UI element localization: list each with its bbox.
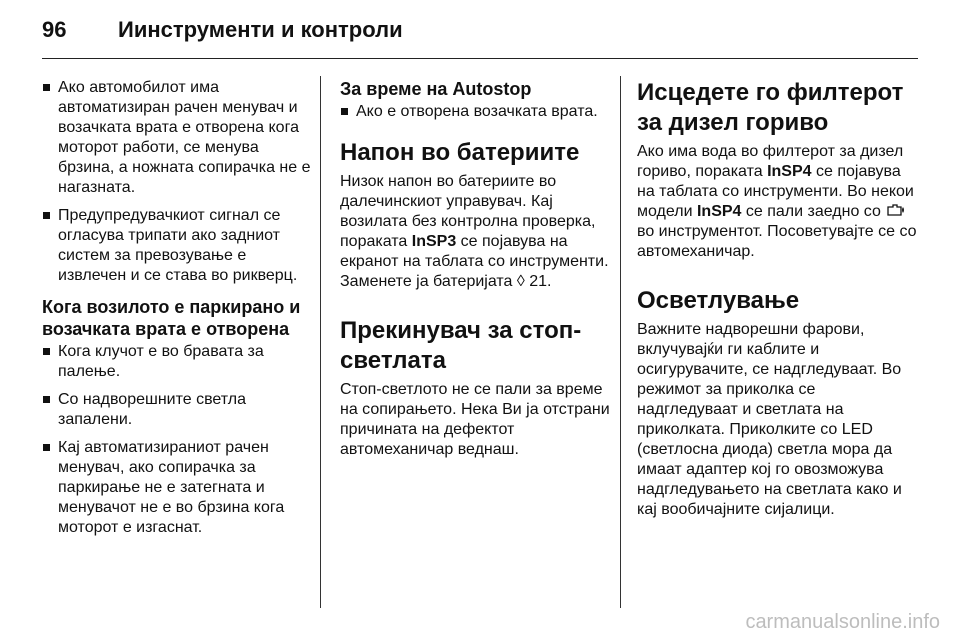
section-heading-autostop: За време на Autostop [340,79,532,99]
column-divider-1 [320,76,321,608]
section-heading-parked: Кога возилото е паркирано и возачката врата е отворена [42,297,301,339]
section-heading-fuel-filter: Исцедете го филтерот за дизел гориво [637,79,904,136]
text-run: се појавува на екранот на таблата со инструменти. Заменете ја батеријата [340,233,609,290]
text-run: Низок напон во батериите во далечинскиот управувач. Кај возилата без контролна проверка, пораката [340,173,596,250]
page-reference: 21. [524,273,552,290]
section-heading-battery: Напон во батериите [340,139,580,166]
column-divider-2 [620,76,621,608]
fuel-filter-paragraph [637,142,919,262]
text-run: се појавува на таблата со инструменти. Во некои модели [637,163,914,220]
section-heading-brake-switch: Прекинувач за стоп-светлата [340,317,582,374]
watermark: carmanualsonline.info [745,611,940,633]
list-item: Кај автоматизираниот рачен менувач, ако сопирачка за паркирање не е затегната и менувачот не е во брзина кога моторот е изгаснат. [42,438,312,538]
column-3 [637,78,919,520]
message-code-insp4: InSP4 [767,163,812,180]
list-item: Предупредувачкиот сигнал се огласува трипати ако задниот систем за превозување е извлечен и се става во рикверц. [42,206,312,286]
page-number: 96 [42,17,67,42]
battery-paragraph [340,172,610,292]
section-heading-lighting: Осветлување [637,287,800,314]
list-item: Со надворешните светла запалени. [42,390,312,430]
header-rule [42,58,918,59]
lighting-paragraph: Важните надворешни фарови, вклучувајќи ги каблите и осигурувачите, се надгледуваат. Во режимот за приколка се надгледуваат и светлата на приколката. Приколките со LED (светлосна диода) светла мора да имаат адаптер кој го овозможува надгледувањето на светлата како и кај вообичајните сијалици. [637,321,902,518]
bullet-list-2 [42,342,312,538]
list-item: Кога клучот е во бравата за палење. [42,342,312,382]
message-code-insp4: InSP4 [696,203,742,220]
bullet-list-1 [42,78,312,286]
message-code-insp3: InSP3 [411,233,457,250]
text-run: се пали заедно со [741,203,886,220]
text-run: во инструментот. Посоветувајте се со автомеханичар. [637,223,917,260]
text-run: Ако има вода во филтерот за дизел гориво, пораката [637,143,904,180]
page-reference-icon: ◊ [516,273,525,290]
list-item: Ако автомобилот има автоматизиран рачен менувач и возачката врата е отворена кога моторот работи, се менува брзина, а ножната сопирачка не е нагазната. [42,78,312,198]
column-1 [42,78,312,546]
brake-paragraph: Стоп-светлото не се пали за време на сопирањето. Нека Ви ја отстрани причината на дефектот автомеханичар веднаш. [340,381,610,458]
list-item: Ако е отворена возачката врата. [340,102,610,122]
page-header [42,16,403,44]
page-title: Иинструменти и контроли [118,17,403,42]
fuel-filter-warning-icon [885,204,907,218]
column-2 [340,78,610,460]
bullet-list-autostop [340,102,610,122]
